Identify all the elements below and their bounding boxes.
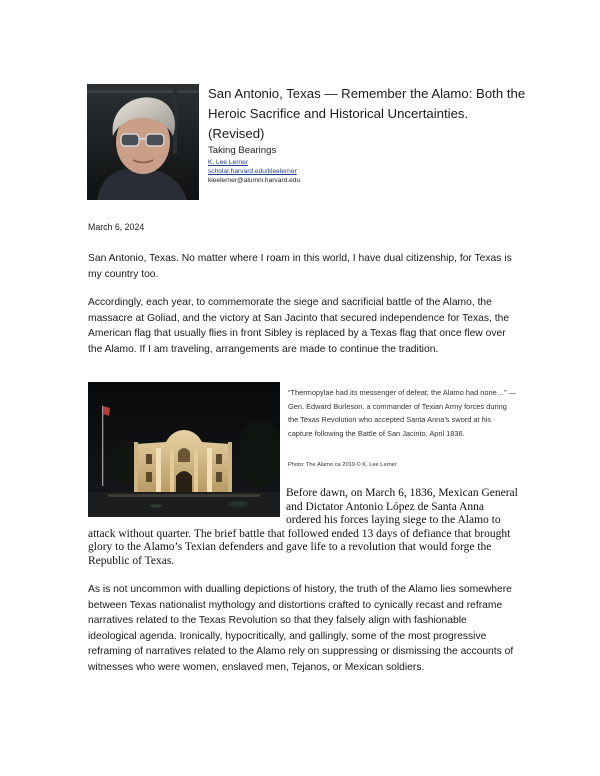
paragraph-history: As is not uncommon with dualling depictions of history, the truth of the Alamo lies somewhere between Texas nationalist mythology and distortions crafted to cynically recast and reframe narratives related to the Texas Revolution so that they falsely align with fashionable ideological agenda. Ironically, hypocritically, and gallingly, some of the most progressive reframing of narratives related to the Alamo rely on suppressing or dismissing the accounts of witnesses who were women, enslaved men, Tejanos, or Mexican soldiers. [88,584,514,673]
column-name: Taking Bearings [208,145,277,156]
photo-caption-quote: “Thermopylae had its messenger of defeat; the Alamo had none…” — Gen. Edward Burleson. a commander of Texian Army forces during the Texas Revolution who accepted Santa Anna’s sword at his capture following the Battle of San Jacinto, April 1836. [288,388,517,438]
paragraph-battle [88,487,518,569]
author-photo [87,84,199,200]
author-website-link[interactable]: scholar.harvard.edu/kleelerner [208,168,297,175]
author-name-link[interactable]: K. Lee Lerner [208,159,248,166]
author-email: kleelerner@alumni.harvard.edu [208,177,301,184]
paragraph-battle-text: Before dawn, on March 6, 1836, Mexican General and Dictator Antonio López de Santa Anna ordered his forces laying siege to the Alamo to attack without quarter. The brief battle that followed ended 13 days of defiance that brought glory to the Alamo’s Texian defenders and gave life to a revolution that would forge the Republic of Texas. [88,487,518,567]
paragraph-tradition: Accordingly, each year, to commemorate the siege and sacrificial battle of the Alamo, the massacre at Goliad, and the victory at San Jacinto that secured independence for Texas, the American flag that usually flies in front Sibley is replaced by a Texas flag that once flew over the Alamo. If I am traveling, arrangements are made to continue the tradition. [88,297,510,355]
photo-credit: Photo: The Alamo ca 2019 © K. Lee Lerner [288,462,397,468]
wrap-spacer [88,487,286,527]
article-title: San Antonio, Texas — Remember the Alamo: Both the Heroic Sacrifice and Historical Uncertainties. (Revised) [208,86,526,141]
publication-date: March 6, 2024 [88,222,145,232]
paragraph-intro: San Antonio, Texas. No matter where I roam in this world, I have dual citizenship, for Texas is my country too. [88,253,512,280]
